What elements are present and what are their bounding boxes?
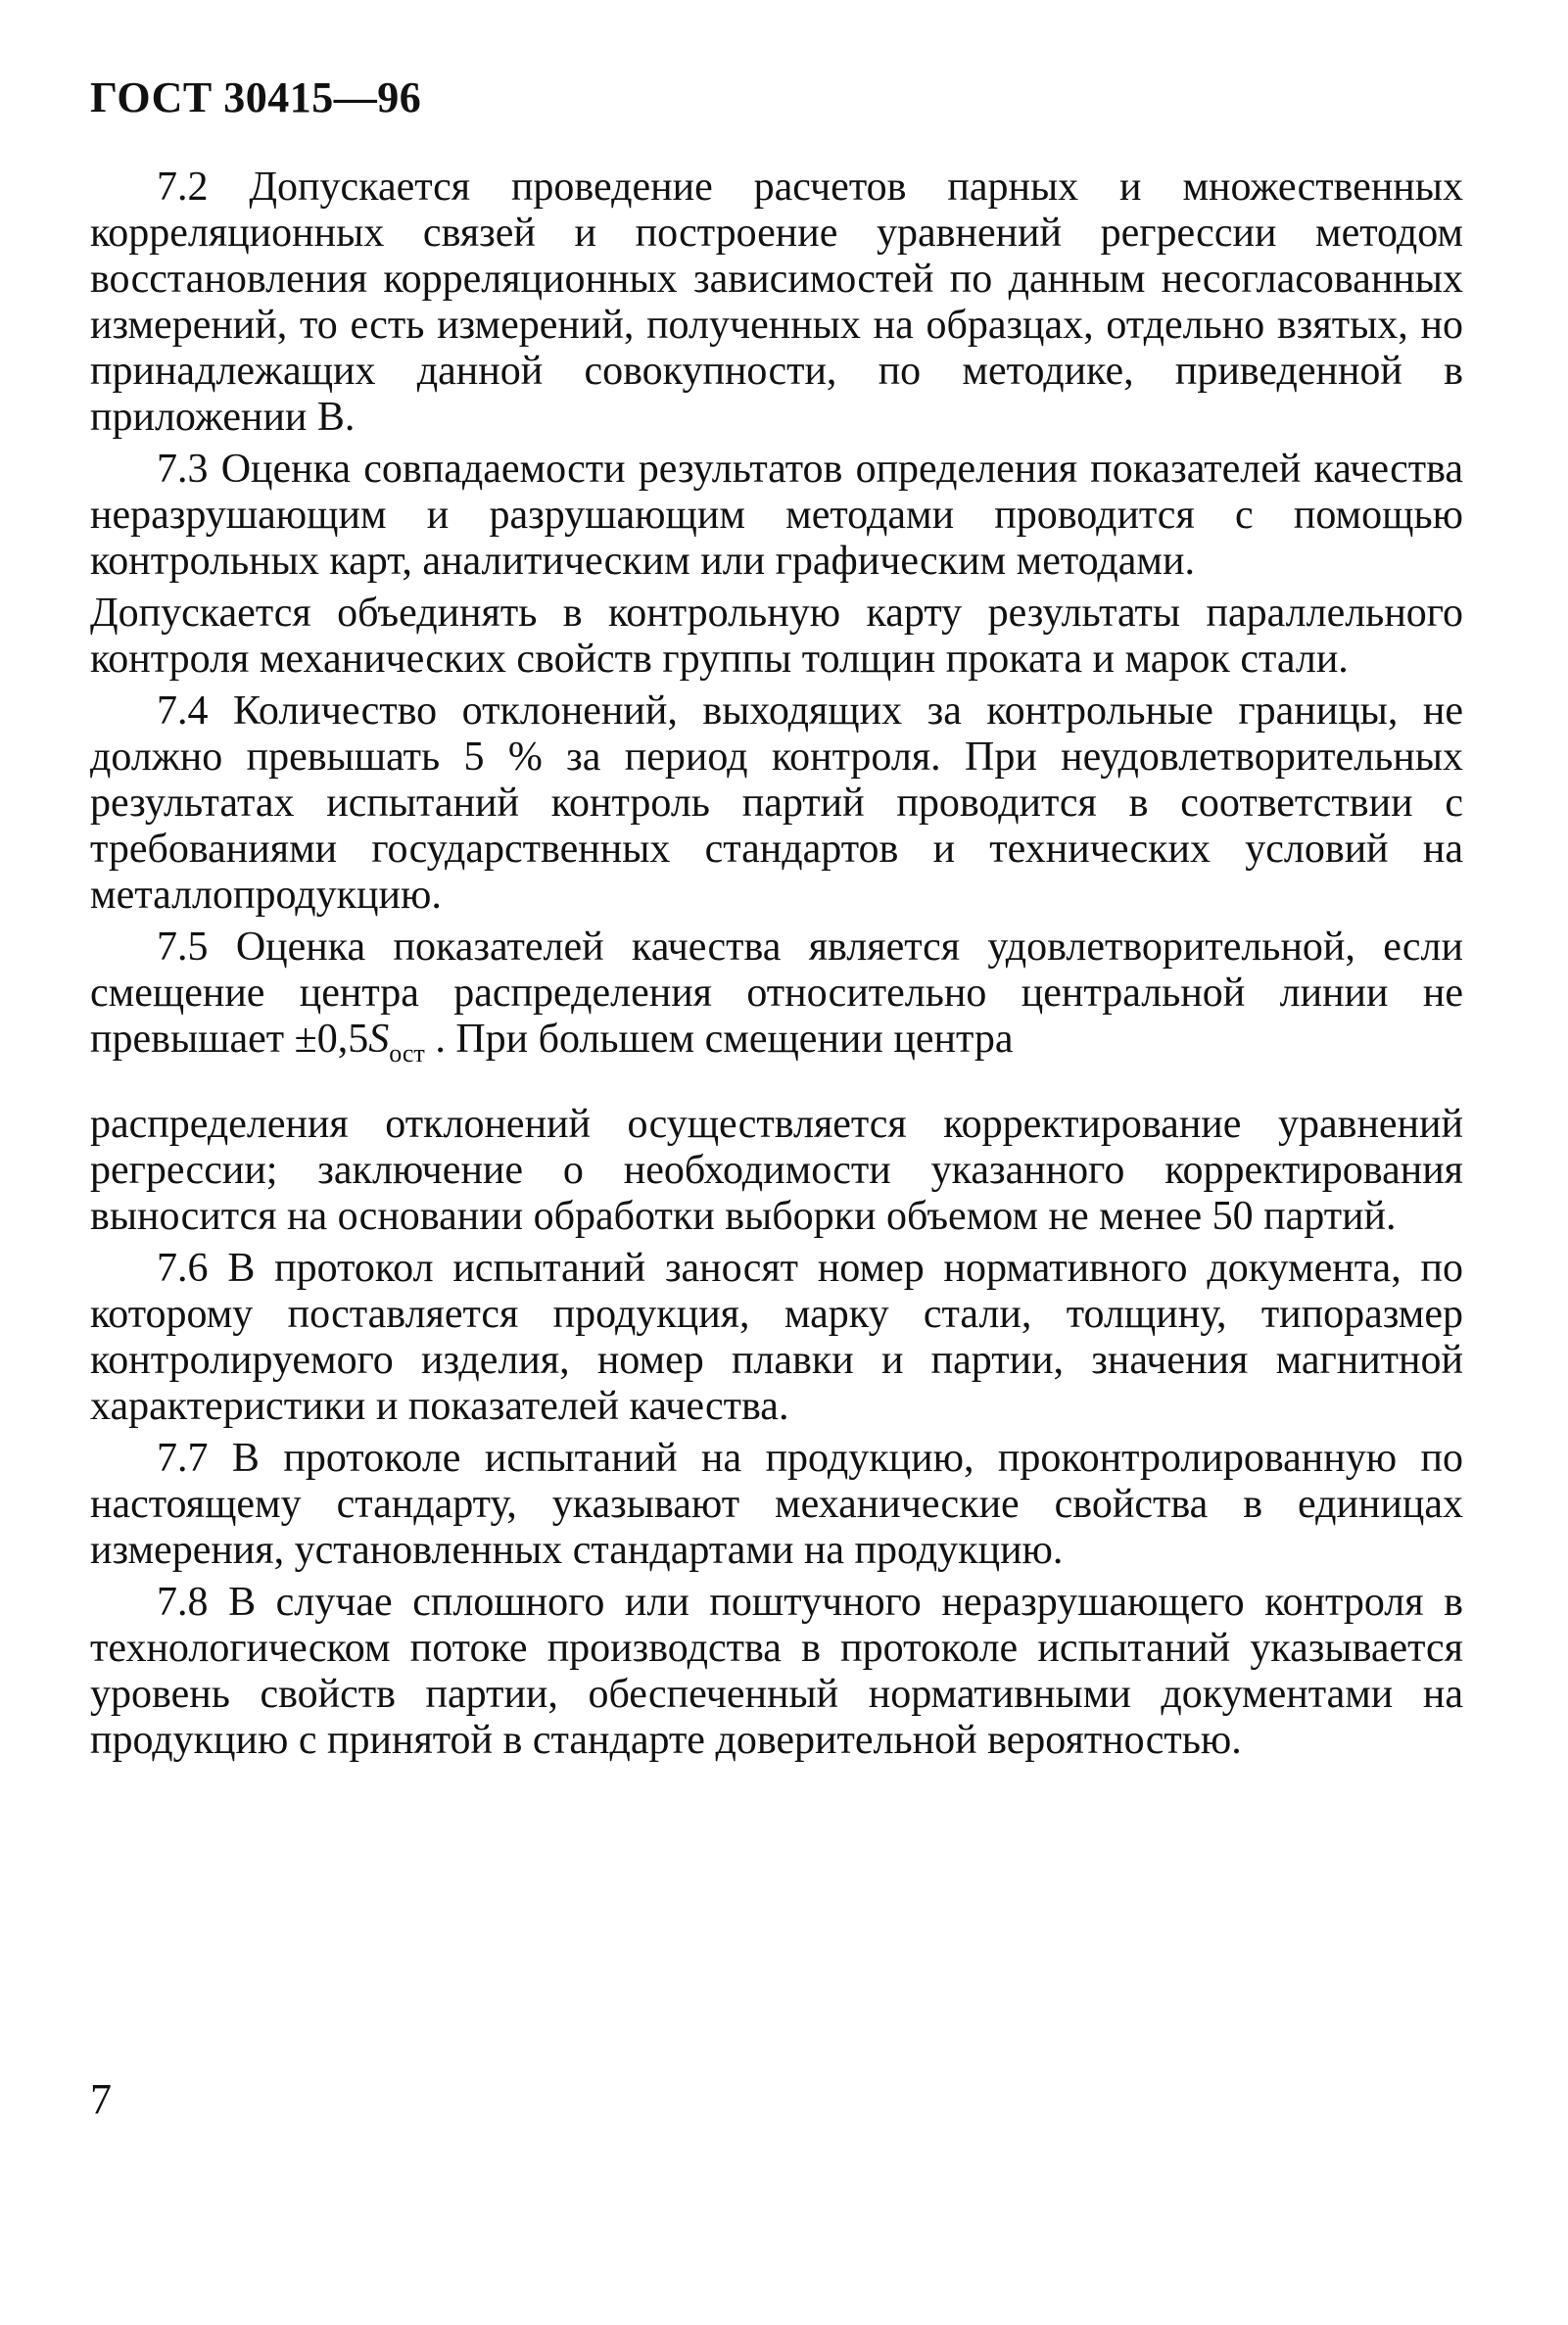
paragraph-7-4: 7.4 Количество отклонений, выходящих за контрольные границы, не должно превышать 5 % за период контроля. При неудовлетворительных результатах испытаний контроль партий проводится в соответствии с требованиями государственных стандартов и технических условий на металлопродукцию. xyxy=(90,688,1463,918)
paragraph-7-5-after: . При большем смещении центра xyxy=(424,1017,1014,1062)
paragraph-7-5-start: 7.5 Оценка показателей качества является удовлетворительной, если смещение центра распределения относительно центральной линии не превышает ±0,5 xyxy=(90,925,1463,1062)
paragraph-7-6: 7.6 В протокол испытаний заносят номер нормативного документа, по которому поставляется продукция, марку стали, толщину, типоразмер контролируемого изделия, номер плавки и партии, значения магнитной характеристики и показателей качества. xyxy=(90,1245,1463,1429)
paragraph-7-8: 7.8 В случае сплошного или поштучного неразрушающего контроля в технологическом потоке производства в протоколе испытаний указывается уровень свойств партии, обеспеченный нормативными документами на продукцию с принятой в стандарте доверительной вероятностью. xyxy=(90,1579,1463,1763)
paragraph-7-7: 7.7 В протоколе испытаний на продукцию, проконтролированную по настоящему стандарту, указывают механические свойства в единицах измерения, установленных стандартами на продукцию. xyxy=(90,1435,1463,1573)
paragraph-7-5-formula-line xyxy=(90,925,1463,1076)
page-number: 7 xyxy=(90,2075,112,2123)
paragraph-7-3: 7.3 Оценка совпадаемости результатов определения показателей качества неразрушающим и разрушающим методами проводится с помощью контрольных карт, аналитическим или графическим методами. xyxy=(90,447,1463,584)
standard-header: ГОСТ 30415—96 xyxy=(90,73,422,121)
paragraph-7-3-note: Допускается объединять в контрольную карту результаты параллельного контроля механических свойств группы толщин проката и марок стали. xyxy=(90,591,1463,682)
paragraph-7-5-symbol: S xyxy=(368,1017,390,1062)
paragraph-7-5-end: распределения отклонений осуществляется корректирование уравнений регрессии; заключение о необходимости указанного корректирования выносится на основании обработки выборки объемом не менее 50 партий. xyxy=(90,1101,1463,1239)
document-body xyxy=(90,165,1463,1770)
paragraph-7-2: 7.2 Допускается проведение расчетов парных и множественных корреляционных связей и построение уравнений регрессии методом восстановления корреляционных зависимостей по данным несогласованных измерений, то есть измерений, полученных на образцах, отдельно взятых, но принадлежащих данной совокупности, по методике, приведенной в приложении В. xyxy=(90,165,1463,440)
paragraph-7-5-subscript: ост xyxy=(389,1038,425,1068)
